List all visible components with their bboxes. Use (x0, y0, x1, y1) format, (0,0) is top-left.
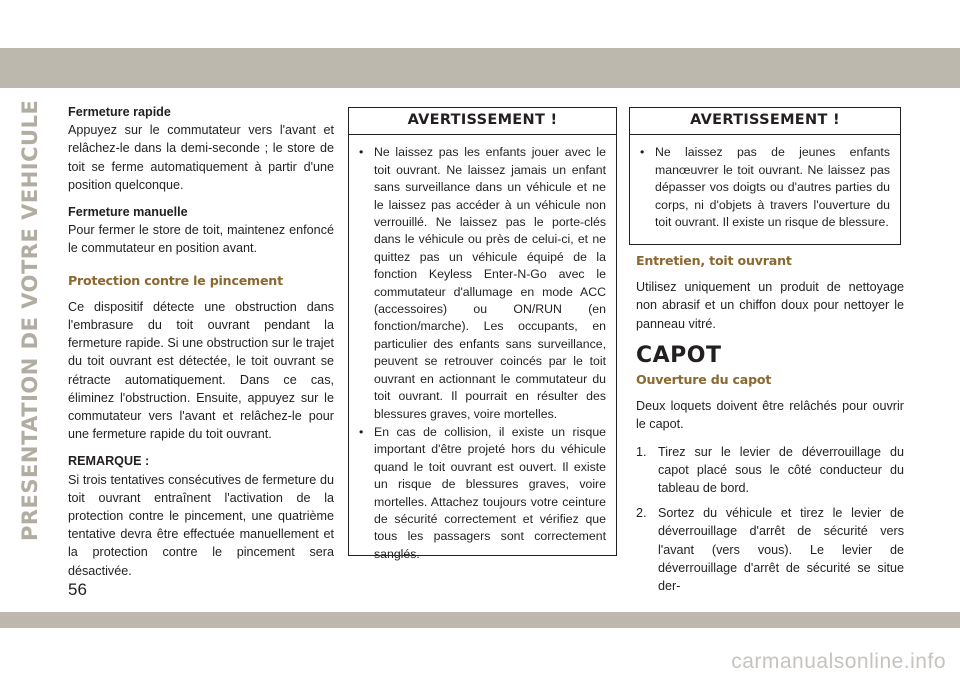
step-item: 2. Sortez du véhicule et tirez le levier de déverrouillage d'arrêt de sécurité vers l'avant (vers vous). Le levier de déverrouillage d'arrêt de sécurité se situe der- (636, 506, 904, 594)
fermeture-rapide-text: Appuyez sur le commutateur vers l'avant et relâchez-le dans la demi-seconde ; le store de toit se ferme automatiquement à partir d'une position quelconque. (68, 123, 334, 192)
entretien-heading: Entretien, toit ouvrant (636, 253, 792, 268)
ouverture-text: Deux loquets doivent être relâchés pour ouvrir le capot. (636, 399, 904, 432)
protection-heading: Protection contre le pincement (68, 272, 283, 288)
footer-band (0, 612, 960, 628)
remarque-text: Si trois tentatives consécutives de fermeture du toit ouvrant entraînent l'activation de la protection contre le pincement, une quatrième tentative devra être effectuée manuellement et la protection contre le pincement sera désactivée. (68, 472, 334, 578)
fermeture-manuelle-text: Pour fermer le store de toit, maintenez enfoncé le commutateur en position avant. (68, 223, 334, 256)
capot-heading: CAPOT (636, 342, 722, 368)
header-band (0, 48, 960, 88)
warning-1-item: • En cas de collision, il existe un risque important d'être projeté hors du véhicule quand le toit ouvrant est ouvert. Il existe un risque de blessures graves, voire mortelles. Attachez toujours votre ceinture de sécurité correctement et vérifiez que tous les passagers sont correctement sanglés. (359, 424, 606, 561)
bullet-icon: • (359, 145, 364, 160)
warning-box-2 (629, 107, 901, 245)
protection-text: Ce dispositif détecte une obstruction dans l'embrasure du toit ouvrant pendant la fermeture rapide. Si une obstruction sur le trajet du toit ouvrant est détectée, le toit ouvrant se rétracte automatiquement. Dans ce cas, éliminez l'obstruction. Ensuite, appuyez sur le commutateur vers l'avant et relâchez-le pour une fermeture rapide du toit ouvrant. (68, 299, 334, 442)
warning-2-title: AVERTISSEMENT ! (630, 108, 900, 135)
fermeture-rapide-title: Fermeture rapide (68, 105, 171, 119)
steps-list (636, 443, 904, 596)
entretien-text: Utilisez uniquement un produit de nettoyage non abrasif et un chiffon doux pour nettoyer le panneau vitré. (636, 280, 904, 331)
bullet-icon: • (640, 145, 645, 160)
side-chapter-title: PRESENTATION DE VOTRE VEHICULE (18, 100, 42, 542)
warning-2-item: • Ne laissez pas de jeunes enfants manœuvrer le toit ouvrant. Ne laissez pas dépasser vos doigts ou d'autres parties du corps, ni d'objets à travers l'ouverture du toit ouvrant. Il existe un risque de blessure. (640, 145, 890, 230)
warning-1-title: AVERTISSEMENT ! (349, 108, 616, 135)
page-number: 56 (68, 580, 87, 599)
fermeture-manuelle-title: Fermeture manuelle (68, 205, 188, 220)
left-column (68, 103, 334, 580)
warning-box-1 (348, 107, 617, 561)
remarque-title: REMARQUE : (68, 454, 150, 469)
watermark: carmanualsonline.info (731, 650, 946, 673)
step-item: 1. Tirez sur le levier de déverrouillage du capot placé sous le côté conducteur du tableau de bord. (636, 444, 904, 496)
bullet-icon: • (359, 424, 364, 439)
warning-1-item: • Ne laissez pas les enfants jouer avec le toit ouvrant. Ne laissez jamais un enfant sans surveillance dans un véhicule et ne le laissez pas accéder à un véhicule non verrouillé. Ne laissez pas le porte-clés dans le véhicule ou près de celui-ci, et ne quittez pas un véhicule équipé de la fonction Keyless Enter-N-Go avec le commutateur d'allumage en mode ACC (accessoires) ou ON/RUN (en fonction/marche). Les occupants, en particulier des enfants sans surveillance, peuvent se retrouver coincés par le toit ouvrant en actionnant le commutateur du toit ouvrant. Il pourrait en résulter des blessures graves, voire mortelles. (359, 145, 606, 421)
right-column (636, 252, 904, 602)
ouverture-heading: Ouverture du capot (636, 372, 772, 388)
